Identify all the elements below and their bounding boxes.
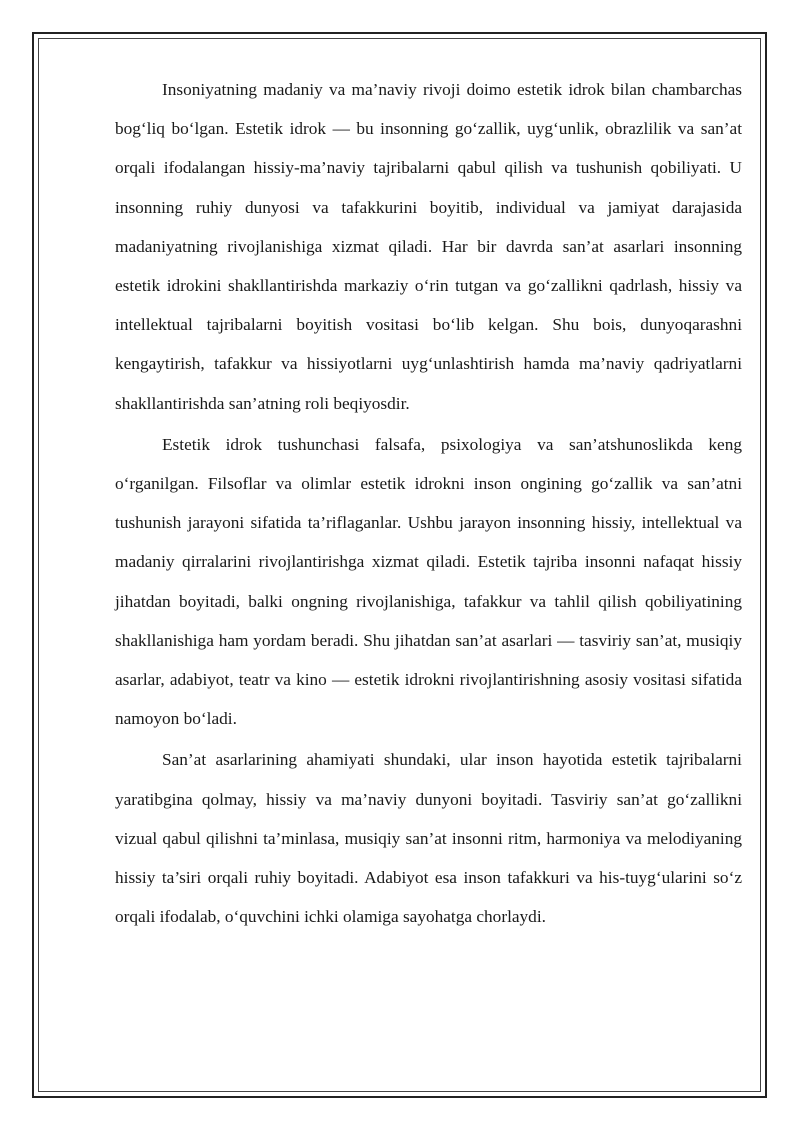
paragraph-2: Estetik idrok tushunchasi falsafa, psixologiya va san’atshunoslikda keng o‘rganilgan. Filsoflar va olimlar estetik idrokni inson ongining go‘zallik va san’atni tushunish jarayoni sifatida ta’riflaganlar. Ushbu jarayon insonning hissiy, intellektual va madaniy qirralarini rivojlantirishga xizmat qiladi. Estetik tajriba insonni nafaqat hissiy jihatdan boyitadi, balki ongning rivojlanishiga, tafakkur va tahlil qilish qobiliyatining shakllanishiga ham yordam beradi. Shu jihatdan san’at asarlari — tasviriy san’at, musiqiy asarlar, adabiyot, teatr va kino — estetik idrokni rivojlantirishning asosiy vositasi sifatida namoyon bo‘ladi.: [115, 434, 742, 729]
document-body: [115, 70, 742, 938]
paragraph-3: San’at asarlarining ahamiyati shundaki, ular inson hayotida estetik tajribalarni yaratibgina qolmay, hissiy va ma’naviy dunyoni boyitadi. Tasviriy san’at go‘zallikni vizual qabul qilishni ta’minlasa, musiqiy san’at insonni ritm, harmoniya va melodiyaning hissiy ta’siri orqali ruhiy boyitadi. Adabiyot esa inson tafakkuri va his-tuyg‘ularini so‘z orqali ifodalab, o‘quvchini ichki olamiga sayohatga chorlaydi.: [115, 750, 742, 927]
paragraph-1: Insoniyatning madaniy va ma’naviy rivoji doimo estetik idrok bilan chambarchas bog‘liq bo‘lgan. Estetik idrok — bu insonning go‘zallik, uyg‘unlik, obrazlilik va san’at orqali ifodalangan hissiy-ma’naviy tajribalarni qabul qilish va tushunish qobiliyati. U insonning ruhiy dunyosi va tafakkurini boyitib, individual va jamiyat darajasida madaniyatning rivojlanishiga xizmat qiladi. Har bir davrda san’at asarlari insonning estetik idrokini shakllantirishda markaziy o‘rin tutgan va go‘zallikni qadrlash, hissiy va intellektual tajribalarni boyitish vositasi bo‘lib kelgan. Shu bois, dunyoqarashni kengaytirish, tafakkur va hissiyotlarni uyg‘unlashtirish hamda ma’naviy qadriyatlarni shakllantirishda san’atning roli beqiyosdir.: [115, 80, 742, 413]
